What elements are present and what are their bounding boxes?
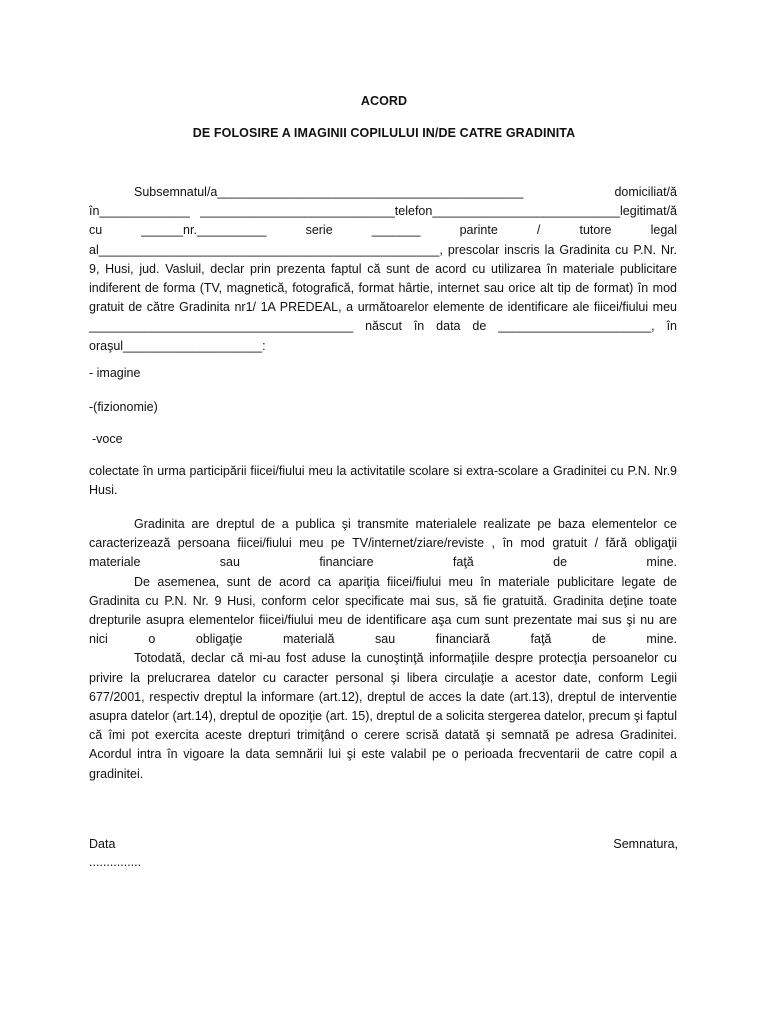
date-blank: ............... <box>89 855 142 869</box>
data-protection-paragraph: Totodată, declar că mi-au fost aduse la cunoştinţă informaţiile despre protecţia persoanelor cu privire la prelucrarea datelor cu caracter personal şi libera circulaţie a acestor date, conform Legii 677/2001, respectiv dreptul la informare (art.12), dreptul de acces la date (art.13), dreptul de interventie asupra datelor (art.14), dreptul de opoziţie (art. 15), dreptul de a solicita stergerea datelor, precum şi faptul că îmi pot exercita aceste drepturi trimiţând o cerere scrisă datată şi semnată pe adresa Gradinitei. Acordul intra în vigoare la data semnării lui şi este valabil pe o perioada frecventarii de catre copil a gradinitei. <box>89 651 677 781</box>
signature-label: Semnatura, <box>613 837 678 851</box>
element-image: - imagine <box>89 366 141 380</box>
date-label: Data <box>89 837 116 851</box>
document-subtitle: DE FOLOSIRE A IMAGINII COPILULUI IN/DE CATRE GRADINITA <box>192 126 576 140</box>
rights-section <box>89 515 677 784</box>
collected-paragraph: colectate în urma participării fiicei/fiului meu la activitatile scolare si extra-scolare a Gradinitei cu P.N. Nr.9 Husi. <box>89 464 677 498</box>
collected-section <box>89 462 677 500</box>
intro-paragraph: Subsemnatul/a____________________________________________ domiciliat/ă în_____________ ____________________________telefon___________________________legitimat/ă cu ______nr.__________ serie _______ parinte / tutore legal al_________________________________________________, prescolar inscris la Gradinita cu P.N. Nr. 9, Husi, jud. Vasluil, declar prin prezenta faptul că sunt de acord cu utilizarea în materiale publicitare indiferent de forma (TV, magnetică, fotografică, format hârtie, internet sau orice alt tip de format) în mod gratuit de către Gradinita nr1/ 1A PREDEAL, a următoarelor elemente de identificare ale fiicei/fiului meu ______________________________________ născut în data de ______________________, în oraşul____________________: <box>89 185 677 353</box>
intro-section <box>89 183 677 356</box>
publish-right-paragraph: Gradinita are dreptul de a publica şi transmite materialele realizate pe baza elementelor ce caracterizează persoana fiicei/fiului meu pe TV/internet/ziare/reviste , în mod gratuit / fără obligaţii materiale sau financiare faţă de mine. <box>89 517 677 570</box>
element-voice: -voce <box>92 432 123 446</box>
document-title: ACORD <box>360 94 408 108</box>
appearance-paragraph: De asemenea, sunt de acord ca apariţia fiicei/fiului meu în materiale publicitare legate de Gradinita cu P.N. Nr. 9 Husi, conform celor specificate mai sus, să fie gratuită. Gradinita deţine toate drepturile asupra elementelor fiicei/fiului meu de identificare aşa cum sunt prezentate mai sus şi nu are nici o obligaţie materială sau financiară faţă de mine. <box>89 574 677 647</box>
element-physiognomy: -(fizionomie) <box>89 400 158 414</box>
